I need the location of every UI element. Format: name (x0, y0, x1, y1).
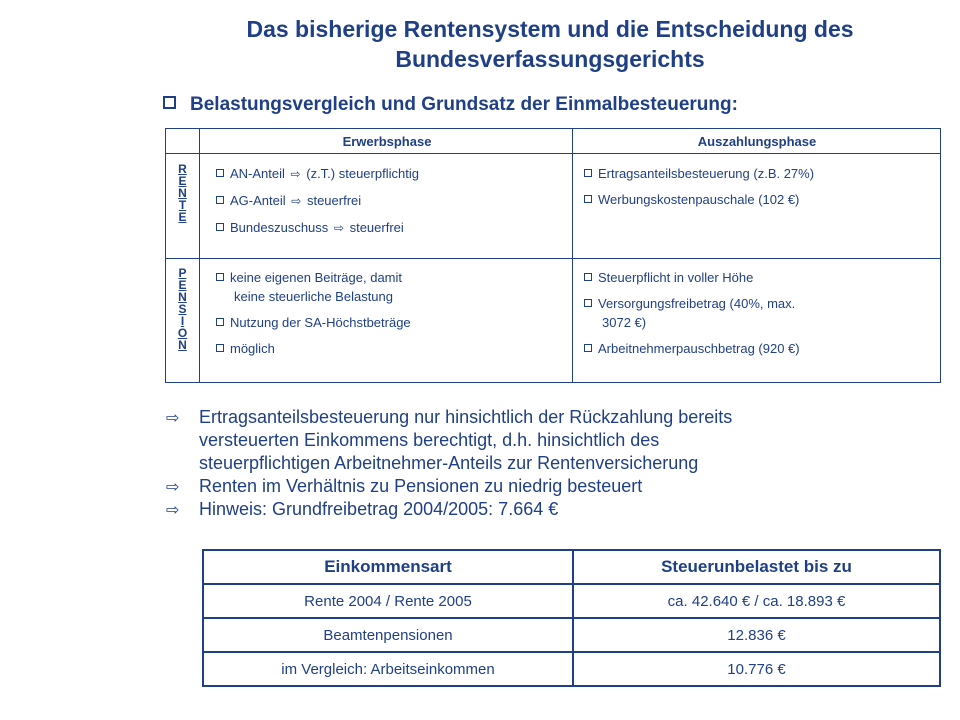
page-title (150, 14, 950, 74)
cell-rente-auszahlung (584, 164, 814, 209)
cell-rente-erwerb (216, 164, 419, 238)
checkbox-square-icon (216, 223, 224, 231)
comparison-table (165, 128, 941, 383)
list-item: Nutzung der SA-Höchstbeträge (216, 313, 411, 332)
checkbox-square-icon (584, 169, 592, 177)
checkbox-square-icon (584, 195, 592, 203)
table-cell: Beamtenpensionen (203, 618, 573, 652)
list-item: Steuerpflicht in voller Höhe (584, 268, 800, 287)
bullet-renten-pensionen: ⇨ Renten im Verhältnis zu Pensionen zu niedrig besteuert (166, 476, 643, 496)
table-row (203, 618, 940, 652)
checkbox-square-icon (216, 169, 224, 177)
col-header-einkommensart: Einkommensart (203, 550, 573, 584)
table-divider-vertical-2 (572, 129, 573, 382)
checkbox-square-icon (216, 196, 224, 204)
table-cell: Rente 2004 / Rente 2005 (203, 584, 573, 618)
cell-pension-auszahlung (584, 268, 800, 358)
table-row (203, 584, 940, 618)
checkbox-square-icon (216, 318, 224, 326)
table-cell: ca. 42.640 € / ca. 18.893 € (573, 584, 940, 618)
section-heading-text: Belastungsvergleich und Grundsatz der Einmalbesteuerung: (190, 94, 738, 115)
list-item: Versorgungsfreibetrag (40%, max. (584, 294, 800, 313)
checkbox-square-icon (163, 96, 176, 109)
checkbox-square-icon (216, 273, 224, 281)
hollow-right-arrow-icon: ⇨ (333, 221, 344, 235)
tax-free-table (202, 549, 941, 687)
list-item: keine eigenen Beiträge, damit (216, 268, 411, 287)
list-item: AG-Anteil ⇨ steuerfrei (216, 191, 419, 211)
list-item-continuation: keine steuerliche Belastung (234, 289, 393, 304)
bullet-ertragsanteil: ⇨ Ertragsanteilsbesteuerung nur hinsichtlich der Rückzahlung bereits versteuerten Einkommens berechtigt, d.h. hinsichtlich des steuerpflichtigen Arbeitnehmer-Anteils zur Rentenversicherung (166, 407, 733, 473)
checkbox-square-icon (584, 299, 592, 307)
section-heading (163, 92, 953, 118)
table-divider-vertical-1 (199, 129, 200, 382)
list-item: AN-Anteil ⇨ (z.T.) steuerpflichtig (216, 164, 419, 184)
list-item: Arbeitnehmerpauschbetrag (920 €) (584, 339, 800, 358)
row-label-pension: P E N S I O N (177, 266, 188, 352)
cell-pension-erwerb (216, 268, 411, 358)
col-header-erwerbsphase: Erwerbsphase (342, 134, 432, 149)
table-cell: im Vergleich: Arbeitseinkommen (203, 652, 573, 686)
hollow-right-arrow-icon: ⇨ (166, 408, 180, 427)
list-item: Bundeszuschuss ⇨ steuerfrei (216, 218, 419, 238)
list-item: Werbungskostenpauschale (102 €) (584, 190, 814, 209)
checkbox-square-icon (216, 344, 224, 352)
list-item-continuation: 3072 €) (602, 315, 647, 330)
hollow-right-arrow-icon: ⇨ (166, 477, 180, 496)
table-header-row (203, 550, 940, 584)
hollow-right-arrow-icon: ⇨ (290, 167, 301, 181)
checkbox-square-icon (584, 273, 592, 281)
title-line-1: Das bisherige Rentensystem und die Entscheidung des (246, 16, 854, 42)
bullet-hinweis: ⇨ Hinweis: Grundfreibetrag 2004/2005: 7.664 € (166, 499, 559, 519)
col-header-auszahlungsphase: Auszahlungsphase (697, 134, 817, 149)
list-item: Ertragsanteilsbesteuerung (z.B. 27%) (584, 164, 814, 183)
table-cell: 12.836 € (573, 618, 940, 652)
checkbox-square-icon (584, 344, 592, 352)
list-item: möglich (216, 339, 411, 358)
col-header-steuerunbelastet: Steuerunbelastet bis zu (573, 550, 940, 584)
table-cell: 10.776 € (573, 652, 940, 686)
title-line-2: Bundesverfassungsgerichts (395, 46, 705, 72)
table-divider-row (166, 258, 940, 259)
row-label-rente: R E N T E (178, 162, 187, 224)
table-row (203, 652, 940, 686)
hollow-right-arrow-icon: ⇨ (166, 500, 180, 519)
hollow-right-arrow-icon: ⇨ (291, 194, 302, 208)
conclusion-list (166, 406, 956, 521)
